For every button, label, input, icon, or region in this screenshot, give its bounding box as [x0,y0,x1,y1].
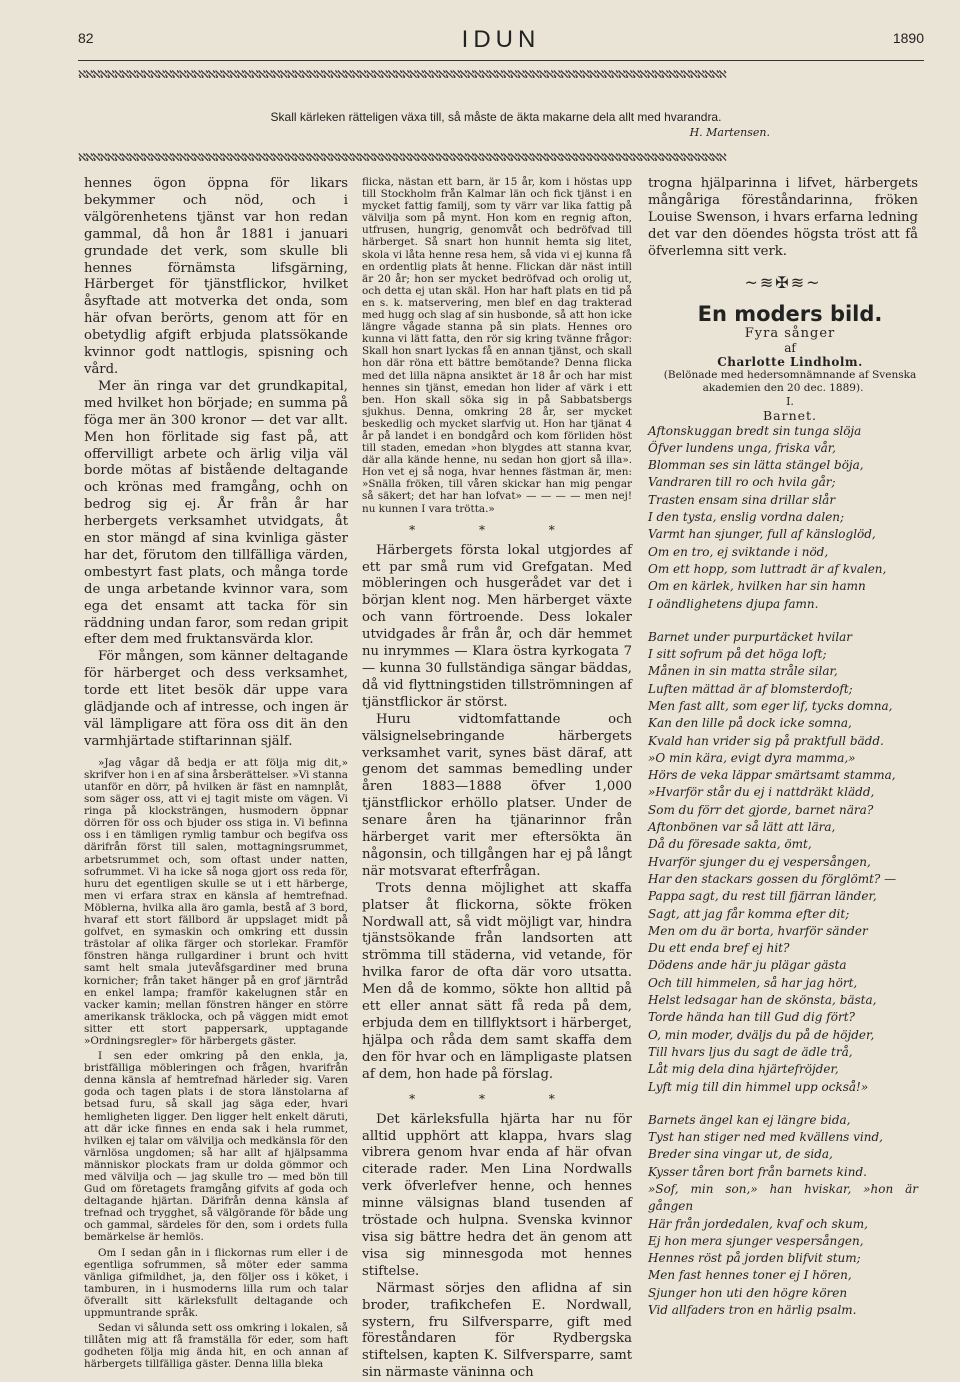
verse-line: Hvarför sjunger du ej vespersången, [648,854,871,869]
motto-text: Skall kärleken rätteligen växa till, så måste de äkta makarne dela allt med hvarandra. [270,110,722,124]
verse-line: Barnets ängel kan ej längre bida, [648,1112,851,1127]
verse-line: »O min kära, evigt dyra mamma,» [648,750,856,765]
paragraph: Härbergets första lokal utgjordes af ett par små rum vid Grefgatan. Med möbleringen och husgerådet var det i början klent nog. Men härberget växte och vann förtroende. Dess lokaler utvidgades år från år, och där hemmet nu inrymmes — Klara östra kyrkogata 7 — kunna 30 fullständiga sängar bäddas, då vid flyttningstiden tillströmningen af tjänstflickor är störst. [362,542,632,710]
paragraph: flicka, nästan ett barn, är 15 år, kom i höstas upp till Stockholm från Kalmar län och fick tjänst i en mycket fattig familj, som ty värr var lika fattig på välvilja som på mynt. Hon kom en regnig afton, utfrusen, hungrig, genomvåt och bedröfvad till härberget. Så snart hon hunnit hemta sig litet, skola vi låta henne resa hem, så vida vi ej kunna få en ordentlig plats åt henne. Flickan där näst intill är 20 år; hon ser mycket bedröfvad och orolig ut, och detta ej utan skäl. Hon har haft plats en tid på en s. k. matservering, men blef en dag trakterad med hugg och slag af sin husbonde, så att hon icke längre vågade stanna på sin plats. Hennes oro kunna vi lätt fatta, den rör sig kring tvänne frågor: Skall hon snart lyckas få en annan tjänst, och skall hon där röna ett bättre bemötande? Denna flicka med det lilla näpna ansiktet är 18 år och har mist hennes sin tjänst, emedan hon lider af värk i ett ben. Hon skall söka sig in på Sabbatsbergs sjukhus. Denna, omkring 28 år, ser mycket beskedlig och mycket slarfvig ut. Hon har tjänat 4 år på landet i en bondgård och kom förliden höst till staden, emedan »hon blygdes att stanna kvar, där alla kände henne, nu sedan hon gjort så illa». Hon vet ej så noga, hvar hennes fästman är, men: »Snälla fröken, till våren skickar han mig pengar så säkert; det har han lofvat» — — — — men nej! nu kunnen I vara trötta.» [362,176,632,515]
verse-line: Vandraren till ro och hvila går; [648,475,836,490]
paragraph: I sen eder omkring på den enkla, ja, bristfälliga möbleringen och frågen, hvarifrån denna känsla af hemtrefnad härleder sig. Varen goda och tagen plats i de stora länstolarna af betsad furu, så skall jag säga eder, hvari hemligheten ligger. Den ligger helt enkelt däruti, att där icke finnes en enda sak i hela rummet, hvilken ej talar om välvilja och medkänsla för den värnlösa ungdomen; så har allt af hjälpsamma människor plockats fram ur dolda gömmor och med välvilja och — jag skulle tro — med bön till Gud om företagets framgång gifvits af goda och deltagande hjärtan. Därifrån denna känsla af trefnad och trygghet, så välgörande för både ung och gammal, särdeles för den, som i ordets fulla bemärkelse är hemlös. [84,1050,348,1244]
verse-line: Blomman ses sin lätta stängel böja, [648,458,864,473]
verse-line: Lyft mig till din himmel upp också!» [648,1079,869,1094]
verse-line: Dödens ande här ju plägar gästa [648,958,847,973]
column-2-body [362,543,632,1084]
verse-line: Men fast hennes toner ej I hören, [648,1268,852,1283]
verse-line: Men om du är borta, hvarför sänder [648,923,868,938]
column-2-quote [362,176,632,515]
paragraph: Om I sedan gån in i flickornas rum eller i de egentliga sofrummen, så möter eder samma vänliga gifmildhet, ja, den följer oss i köket, i tamburen, in i husmoderns lilla rum och talar öfverallt sitt kärleksfullt deltagande och uppmuntrande språk. [84,1246,348,1320]
section-separator: * * * [409,522,585,537]
column-1-body [84,176,348,751]
verse-line: Kysser tåren bort från barnets kind. [648,1164,867,1179]
paragraph: Mer än ringa var det grundkapital, med hvilket hon började; en summa på föga mer än 300 kronor — det var allt. Men hon förlitade sig fast på, att offervilligt arbete och ärlig vilja väl borde mötas af bistående deltagande och krönas med framgång, ochh on bedrog sig ej. År från år har herbergets verksamhet utvidgats, åt en stor mängd af sina kvinliga gäster har det, förutom den tillfälliga värden, ombestyrt fast plats, och många torde de unga arbetande kvinnor vara, som ega det ensamt att tacka för sin räddning undan faror, som redan gripit efter dem med fruktansvärda klor. [84,378,348,648]
verse-line: Om ett hopp, som luttradt är af kvalen, [648,561,887,576]
verse-line: Ej hon mera sjunger vespersången, [648,1233,864,1248]
verse-line: Månen in sin matta stråle silar, [648,664,838,679]
page-year: 1890 [892,30,924,46]
verse-line: Hennes röst på jorden blifvit stum; [648,1251,861,1266]
column-3-intro [648,176,918,261]
verse-line: I den tysta, enslig vordna dalen; [648,510,845,525]
verse-line: Torde hända han till Gud dig fört? [648,1010,855,1025]
paragraph: Trots denna möjlighet att skaffa platser åt flickorna, sökte fröken Nordwall att, så vidt möjligt var, hindra tjänstsökande från landsorten att strömma till städerna, vid vetande, för hvilka faror de ofta där voro utsatta. Men då de kommo, sökte hon alltid på ett eller annat sätt få reda på dem, erbjuda dem en tillflyktsort i härberget, hjälpa och råda dem samt skaffa dem den för hvar och en lämpligaste platsen af dem, hon hade på förslag. [362,880,632,1082]
verse-line: Aftonbönen var så lätt att lära, [648,820,836,835]
page-number: 82 [78,30,94,46]
verse-line: Och till himmelen, så har jag hört, [648,975,858,990]
verse-line: Men fast allt, som eger lif, tycks domna, [648,698,893,713]
verse-line: Sagt, att jag får komma efter dit; [648,906,850,921]
verse-line: Om en tro, ej sviktande i nöd, [648,544,829,559]
verse-line: »Hvarför står du ej i nattdräkt klädd, [648,785,875,800]
poem-section-title: Barnet. [762,407,818,423]
column-1-quote [84,757,348,1371]
poem-title: En moders bild. [697,301,883,326]
paragraph: Det kärleksfulla hjärta har nu för alltid upphört att klappa, hvars slag vibrera genom hvar enda af här ofvan citerade rader. Men Lina Nordwalls verk öfverlefver henne, och hennes minne välsignas bland tusenden af tröstade och hulpna. Svenska kvinnor visa sig bättre hedra det än genom att visa sig minnesgoda mot hennes stiftelse. [362,1111,632,1279]
poem-by: af [784,340,796,355]
poem-author: Charlotte Lindholm. [717,354,863,369]
verse-line: Öfver lundens unga, friska vår, [648,440,836,455]
ornament-border-bottom: ℵℵℵℵℵℵℵℵℵℵℵℵℵℵℵℵℵℵℵℵℵℵℵℵℵℵℵℵℵℵℵℵℵℵℵℵℵℵℵℵℵℵℵℵℵℵℵℵℵℵℵℵℵℵℵℵℵℵℵℵℵℵℵℵℵℵℵℵℵℵℵℵℵℵℵℵℵℵℵℵℵℵℵℵℵℵℵℵℵℵ [78,153,726,163]
journal-title: IDUN [461,26,541,53]
verse-line: Kvald han vrider sig på praktfull bädd. [648,733,884,748]
verse-line: Trasten ensam sina drillar slår [648,492,836,507]
verse-line: Sjunger hon uti den högre kören [648,1285,848,1300]
poem-stanza-1 [648,423,918,1320]
poem-award-note: (Belönade med hedersomnämnande af Svenska akademien den 20 dec. 1889). [663,368,917,394]
verse-line: Om en kärlek, hvilken har sin hamn [648,579,866,594]
column-1 [84,176,348,1371]
header-rule [78,60,924,61]
paragraph: trogna hjälparinna i lifvet, härbergets mångåriga föreståndarinna, fröken Louise Swenson, i hvars erfarna ledning det var den döendes högsta tröst att få öfverlemna sitt verk. [648,176,918,259]
verse-line: Hörs de veka läppar smärtsamt stamma, [648,768,896,783]
column-3 [648,176,918,1319]
verse-line: Varmt han sjunger, full af känsloglöd, [648,527,876,542]
verse-line: Till hvars ljus du sagt de ädle trå, [648,1044,853,1059]
column-2-body-end [362,1112,632,1382]
poem-part-number: I. [786,394,794,408]
verse-line: Har den stackars gossen du förglömt? — [648,871,897,886]
paragraph: Sedan vi sålunda sett oss omkring i lokalen, så tillåten mig att få framställa för eder, som haft godheten följa mig ända hit, en och annan af härbergets tillfälliga gäster. Denna lilla bleka [84,1322,348,1371]
verse-line: Som du förr det gjorde, barnet nära? [648,802,874,817]
motto-attribution: H. Martensen. [689,126,770,139]
verse-line: Du ett enda bref ej hit? [648,941,790,956]
verse-line: »Sof, min son,» han hviskar, »hon är gången [648,1182,918,1214]
verse-line: Aftonskuggan bredt sin tunga slöja [648,423,862,438]
verse-line: Luften mättad är af blomsterdoft; [648,681,853,696]
verse-line: I sitt sofrum på det höga loft; [648,647,827,662]
poem-subtitle: Fyra sånger [744,325,836,341]
paragraph: Närmast sörjes den aflidna af sin broder, trafikchefen E. Nordwall, systern, fru Silfversparre, gift med föreståndaren för Rydbergska stiftelsen, kapten K. Silfversparre, samt sin närmaste väninna och [362,1280,632,1381]
paragraph: Huru vidtomfattande och välsignelsebringande härbergets verksamhet varit, synes bäst däraf, att genom det sammas bemedling under åren 1883—1888 öfver 1,000 tjänstflickor erhöllo platser. Under de senare åren ha tjänarinnor från härberget varit mer eftersökta än någonsin, och tillgången har ej på långt när motsvarat efterfrågan. [362,711,632,879]
verse-line: I oändlighetens djupa famn. [648,596,819,611]
paragraph: För mången, som känner deltagande för härberget och dess verksamhet, torde ett litet besök där uppe vara glädjande och af intresse, och ingen är väl lämpligare att föra oss dit än den varmhjärtade stiftarinnan själf. [84,649,348,749]
section-separator: * * * [409,1091,585,1106]
verse-line: Här från jordedalen, kvaf och skum, [648,1216,868,1231]
column-2 [362,176,632,1382]
verse-line: Kan den lille på dock icke somna, [648,716,852,731]
verse-line: Vid allfaders tron en härlig psalm. [648,1303,857,1318]
verse-line: Tyst han stiger ned med kvällens vind, [648,1130,883,1145]
ornament-border-top: ℵℵℵℵℵℵℵℵℵℵℵℵℵℵℵℵℵℵℵℵℵℵℵℵℵℵℵℵℵℵℵℵℵℵℵℵℵℵℵℵℵℵℵℵℵℵℵℵℵℵℵℵℵℵℵℵℵℵℵℵℵℵℵℵℵℵℵℵℵℵℵℵℵℵℵℵℵℵℵℵℵℵℵℵℵℵℵℵℵℵ [78,70,726,80]
verse-line: Helst ledsagar han de skönsta, bästa, [648,993,877,1008]
verse-line: Pappa sagt, du rest till fjärran länder, [648,889,877,904]
paragraph: hennes ögon öppna för likars bekymmer och nöd, och i välgörenhetens tjänst var hon redan gammal, då hon år 1881 i januari grundade det verk, som skulle bli hennes förnämsta lifsgärning, Härberget för tjänstflickor, hvilket åsyftade att motverka det onda, som här ofvan berörts, genom att för en obetydlig afgift erbjuda platssökande kvinnor godt nattlogis, spisning och vård. [84,176,348,377]
verse-line: O, min moder, dväljs du på de höjder, [648,1027,875,1042]
flourish-ornament: ~≋✠≋~ [744,272,822,292]
page-header [78,28,924,64]
paragraph: »Jag vågar då bedja er att följa mig dit,» skrifver hon i en af sina årsberättelser. »Vi stanna utanför en dörr, på hvilken är fäst en namnplåt, som säger oss, att vi ej tagit miste om vägen. Vi ringa på klocksträngen, husmodern öppnar dörren för oss och bjuder oss stiga in. Vi befinna oss i en tämligen rymlig tambur och begifva oss därifrån först till salen, mottagningsrummet, arbetsrummet och, som oftast under natten, sofrummet. Vi ha icke så noga gjort oss reda för, huru det egentligen skulle se ut i ett härberge, men vi erfara strax en känsla af hemtrefnad. Möblerna, hvilka alla äro gamla, bestå af 3 bord, hvaraf ett stort fällbord är uppslaget midt på golfvet, en symaskin och omkring ett dussin trästolar af olika färger och storlekar. Framför fönstren hänga rullgardiner i brunt och hvitt samt helt smala jutevåfsgardiner med bruna kornicher; från taket hänger på en grof järntråd en enkel lampa; framför kakelugnen står en vacker kamin; mellan fönstren hänger en större amerikansk träklocka, och på väggen midt emot sitter ett stort pappersark, upptagande »Ordningsregler» för härbergets gäster. [84,756,348,1047]
verse-line: Låt mig dela dina hjärtefröjder, [648,1062,839,1077]
verse-line: Då du föresade sakta, ömt, [648,837,812,852]
verse-line: Breder sina vingar ut, de sida, [648,1147,833,1162]
verse-line: Barnet under purpurtäcket hvilar [648,629,853,644]
